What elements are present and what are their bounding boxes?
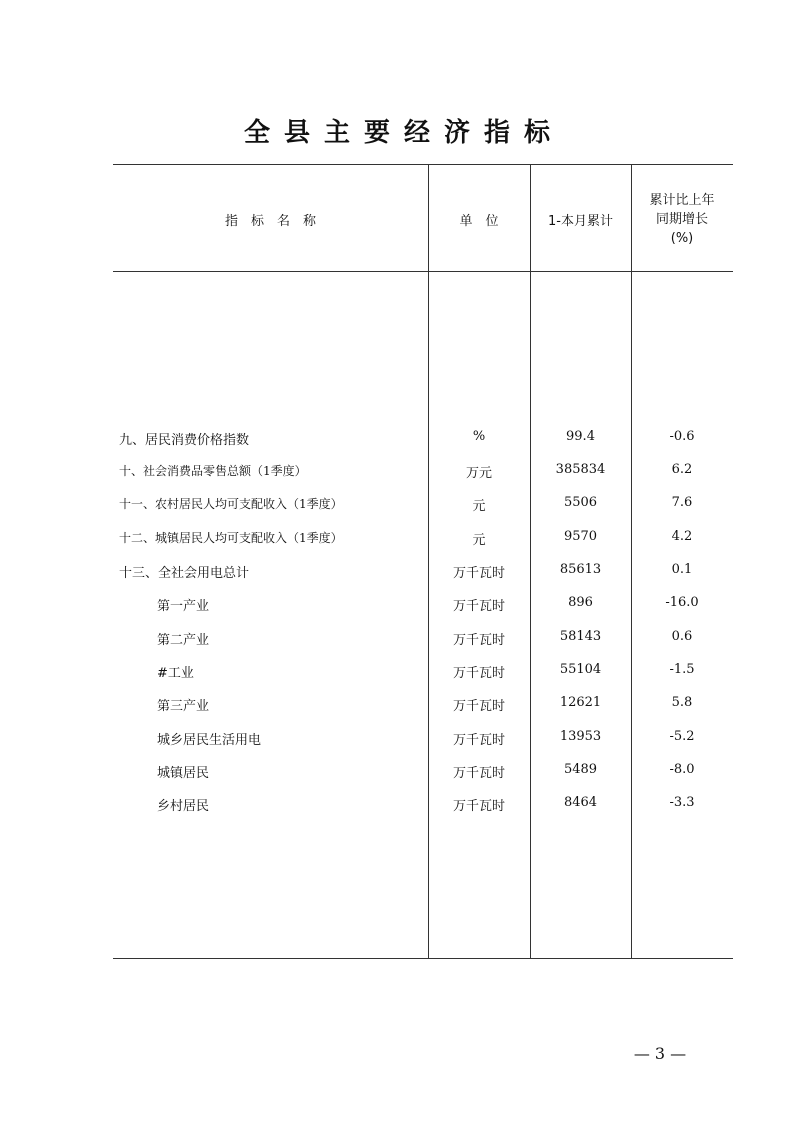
row-unit: 万千瓦时 bbox=[452, 766, 505, 781]
row-cumulative: 385834 bbox=[555, 462, 606, 477]
row-unit: 万千瓦时 bbox=[452, 733, 505, 748]
row-name: 第二产业 bbox=[157, 633, 210, 648]
row-unit: 万千瓦时 bbox=[452, 566, 505, 581]
row-cumulative: 58143 bbox=[559, 629, 602, 644]
header-bottom-border bbox=[113, 271, 733, 272]
row-growth: 4.2 bbox=[671, 529, 693, 544]
page-title: 全县主要经济指标 bbox=[243, 118, 564, 148]
row-growth: 0.1 bbox=[671, 562, 693, 577]
row-cumulative: 8464 bbox=[563, 795, 598, 810]
table-row bbox=[113, 592, 733, 614]
row-name: 城乡居民生活用电 bbox=[157, 733, 262, 748]
table-bottom-border bbox=[113, 958, 733, 959]
header-cumulative: 1-本月累计 bbox=[548, 214, 613, 229]
row-name: 十、社会消费品零售总额（1季度） bbox=[119, 464, 307, 478]
row-growth: -1.5 bbox=[669, 662, 695, 677]
row-cumulative: 5506 bbox=[563, 495, 598, 510]
row-name: 十三、全社会用电总计 bbox=[119, 566, 250, 581]
row-name: 乡村居民 bbox=[157, 799, 210, 814]
table-row bbox=[113, 659, 733, 681]
row-cumulative: 5489 bbox=[563, 762, 598, 777]
row-growth: -5.2 bbox=[669, 729, 695, 744]
table-row bbox=[113, 726, 733, 748]
row-unit: % bbox=[472, 429, 486, 444]
row-unit: 万千瓦时 bbox=[452, 633, 505, 648]
header-growth-line1: 累计比上年 bbox=[649, 193, 715, 208]
table-row bbox=[113, 426, 733, 448]
row-growth: 6.2 bbox=[671, 462, 693, 477]
page-number: — 3 — bbox=[633, 1044, 687, 1063]
table-row bbox=[113, 492, 733, 514]
row-name: 第一产业 bbox=[157, 599, 210, 614]
row-cumulative: 13953 bbox=[559, 729, 602, 744]
row-growth: 5.8 bbox=[671, 695, 693, 710]
row-cumulative: 85613 bbox=[559, 562, 602, 577]
table-row bbox=[113, 692, 733, 714]
row-unit: 万千瓦时 bbox=[452, 599, 505, 614]
row-name: 十一、农村居民人均可支配收入（1季度） bbox=[119, 497, 343, 511]
row-unit: 万千瓦时 bbox=[452, 699, 505, 714]
header-growth bbox=[631, 191, 733, 248]
row-name: 第三产业 bbox=[157, 699, 210, 714]
table-row bbox=[113, 459, 733, 481]
row-cumulative: 9570 bbox=[563, 529, 598, 544]
row-name: 城镇居民 bbox=[157, 766, 210, 781]
row-growth: -8.0 bbox=[669, 762, 695, 777]
row-unit: 万元 bbox=[465, 466, 492, 481]
row-cumulative: 55104 bbox=[559, 662, 602, 677]
row-cumulative: 12621 bbox=[559, 695, 602, 710]
table-row bbox=[113, 792, 733, 814]
row-unit: 万千瓦时 bbox=[452, 799, 505, 814]
row-growth: -3.3 bbox=[669, 795, 695, 810]
header-unit: 单位 bbox=[459, 214, 512, 229]
table-row bbox=[113, 559, 733, 581]
row-growth: 0.6 bbox=[671, 629, 693, 644]
header-name: 指标名称 bbox=[224, 214, 329, 229]
table-top-border bbox=[113, 164, 733, 165]
row-name: 十二、城镇居民人均可支配收入（1季度） bbox=[119, 531, 343, 545]
table-row bbox=[113, 626, 733, 648]
row-cumulative: 896 bbox=[568, 595, 593, 610]
row-growth: 7.6 bbox=[671, 495, 693, 510]
row-name: #工业 bbox=[157, 666, 194, 681]
header-growth-line2: 同期增长 bbox=[655, 212, 708, 227]
table-row bbox=[113, 526, 733, 548]
row-name: 九、居民消费价格指数 bbox=[119, 433, 250, 448]
row-unit: 元 bbox=[472, 533, 486, 548]
row-growth: -0.6 bbox=[669, 429, 695, 444]
row-growth: -16.0 bbox=[665, 595, 699, 610]
table-row bbox=[113, 759, 733, 781]
header-growth-line3: (%) bbox=[670, 231, 694, 246]
row-unit: 元 bbox=[472, 499, 486, 514]
row-unit: 万千瓦时 bbox=[452, 666, 505, 681]
row-cumulative: 99.4 bbox=[566, 429, 595, 444]
